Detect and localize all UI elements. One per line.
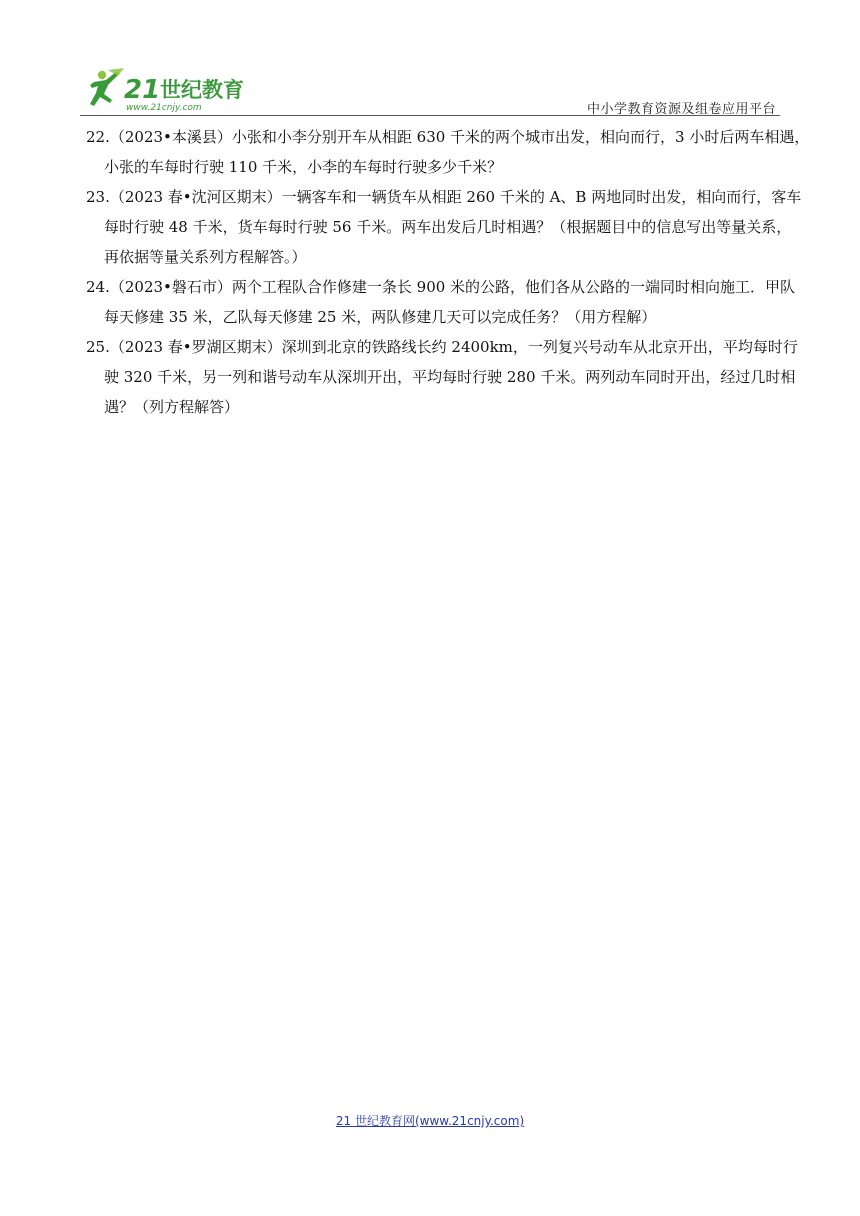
header-divider [80,115,780,116]
question-line: 25.（2023 春•罗湖区期末）深圳到北京的铁路线长约 2400km，一列复兴号动车从北京开出，平均每时行 [86,338,798,356]
site-logo [80,66,260,114]
question-23 [86,182,802,272]
question-line: 遇？（列方程解答） [104,398,240,416]
question-list [86,122,810,422]
question-line: 小张的车每时行驶 110 千米，小李的车每时行驶多少千米？ [104,158,503,176]
question-line: 24.（2023•磐石市）两个工程队合作修建一条长 900 米的公路，他们各从公路的一端同时相向施工．甲队 [86,278,796,296]
question-line: 22.（2023•本溪县）小张和小李分别开车从相距 630 千米的两个城市出发，相向而行，3 小时后两车相遇， [86,128,810,146]
question-24 [86,272,796,332]
page-header [80,66,780,116]
question-line: 23.（2023 春•沈河区期末）一辆客车和一辆货车从相距 260 千米的 A、B 两地同时出发，相向而行，客车 [86,188,802,206]
footer-link[interactable]: 21 世纪教育网(www.21cnjy.com) [335,1114,525,1128]
question-22 [86,122,810,182]
svg-text:世纪教育: 世纪教育 [160,78,244,102]
question-25 [86,332,798,422]
question-line: 每时行驶 48 千米，货车每时行驶 56 千米。两车出发后几时相遇？（根据题目中的信息写出等量关系， [104,218,792,236]
question-line: 再依据等量关系列方程解答。） [104,248,307,266]
page-footer [0,1112,860,1129]
question-line: 驶 320 千米，另一列和谐号动车从深圳开出，平均每时行驶 280 千米。两列动车同时开出，经过几时相 [104,368,796,386]
svg-text:21: 21 [124,75,161,105]
question-line: 每天修建 35 米，乙队每天修建 25 米，两队修建几天可以完成任务？（用方程解） [104,308,657,326]
svg-text:www.21cnjy.com: www.21cnjy.com [126,103,202,113]
runner-icon [90,68,124,106]
platform-name: 中小学教育资源及组卷应用平台 [586,102,776,117]
